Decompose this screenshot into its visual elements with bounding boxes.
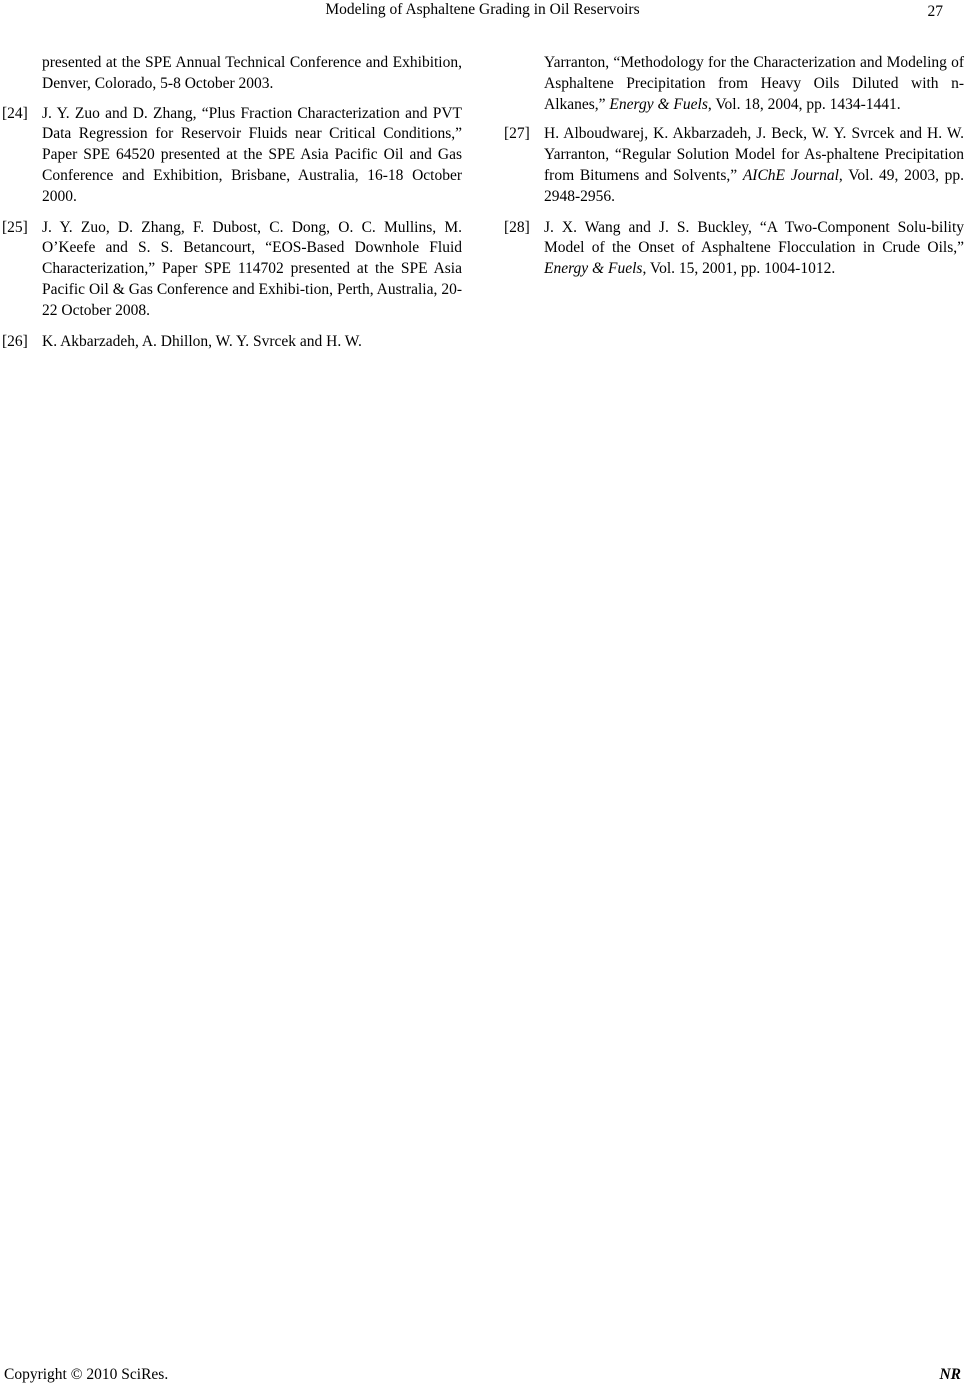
page-footer	[0, 1364, 965, 1386]
reference-text	[42, 218, 462, 322]
reference-number: [25]	[2, 218, 28, 236]
reference-27	[504, 124, 965, 207]
reference-24	[2, 104, 462, 208]
reference-details: , Vol. 49, 2003, pp. 2948-2956.	[544, 166, 965, 205]
reference-text	[42, 332, 462, 353]
reference-body: J. X. Wang and J. S. Buckley, “A Two-Component Solu-bility Model of the Onset of Asphaltene Flocculation in Crude Oils,”	[544, 218, 964, 257]
reference-text	[544, 218, 964, 280]
reference-28	[504, 218, 964, 280]
copyright-notice: Copyright © 2010 SciRes.	[4, 1366, 169, 1383]
journal-abbreviation: NR	[939, 1366, 961, 1383]
reference-text: presented at the SPE Annual Technical Conference and Exhibition, Denver, Colorado, 5-8 October 2003.	[42, 54, 462, 92]
reference-details: , Vol. 15, 2001, pp. 1004-1012.	[642, 260, 836, 278]
reference-continuation	[544, 53, 964, 115]
reference-text	[544, 124, 964, 207]
reference-continuation	[42, 53, 462, 95]
left-column	[2, 53, 462, 362]
right-column	[504, 53, 965, 290]
reference-text	[544, 53, 964, 115]
reference-26	[2, 332, 462, 353]
reference-body: H. Alboudwarej, K. Akbarzadeh, J. Beck, W. Y. Svrcek and H. W. Yarranton, “Regular Solution Model for As-phaltene Precipitation from Bitumens and Solvents,”	[544, 125, 964, 184]
journal-name: AIChE Journal	[742, 166, 839, 184]
reference-25	[2, 218, 462, 322]
reference-body: K. Akbarzadeh, A. Dhillon, W. Y. Svrcek and H. W.	[42, 332, 362, 350]
journal-name: Energy & Fuels	[609, 95, 708, 113]
reference-number: [27]	[504, 125, 530, 143]
running-title: Modeling of Asphaltene Grading in Oil Reservoirs	[325, 1, 640, 18]
reference-body: Yarranton, “Methodology for the Characterization and Modeling of Asphaltene Precipitation from Heavy Oils Diluted with n-Alkanes,”	[544, 54, 964, 113]
reference-number: [28]	[504, 218, 530, 236]
reference-text	[42, 104, 462, 208]
reference-details: , Vol. 18, 2004, pp. 1434-1441.	[707, 95, 901, 113]
reference-body: J. Y. Zuo, D. Zhang, F. Dubost, C. Dong, O. C. Mullins, M. O’Keefe and S. S. Betancourt, “EOS-Based Downhole Fluid Characterization,” Paper SPE 114702 presented at the SPE Asia Pacific Oil & Gas Conference and Exhibi-tion, Perth, Australia, 20-22 October 2008.	[42, 218, 462, 319]
page-number: 27	[927, 3, 943, 20]
page-header	[0, 0, 965, 28]
reference-number: [26]	[2, 332, 28, 350]
journal-name: Energy & Fuels	[544, 260, 643, 278]
reference-body: J. Y. Zuo and D. Zhang, “Plus Fraction Characterization and PVT Data Regression for Reservoir Fluids near Critical Conditions,” Paper SPE 64520 presented at the SPE Asia Pacific Oil and Gas Conference and Exhibition, Brisbane, Australia, 16-18 October 2000.	[42, 104, 462, 205]
reference-number: [24]	[2, 104, 28, 122]
